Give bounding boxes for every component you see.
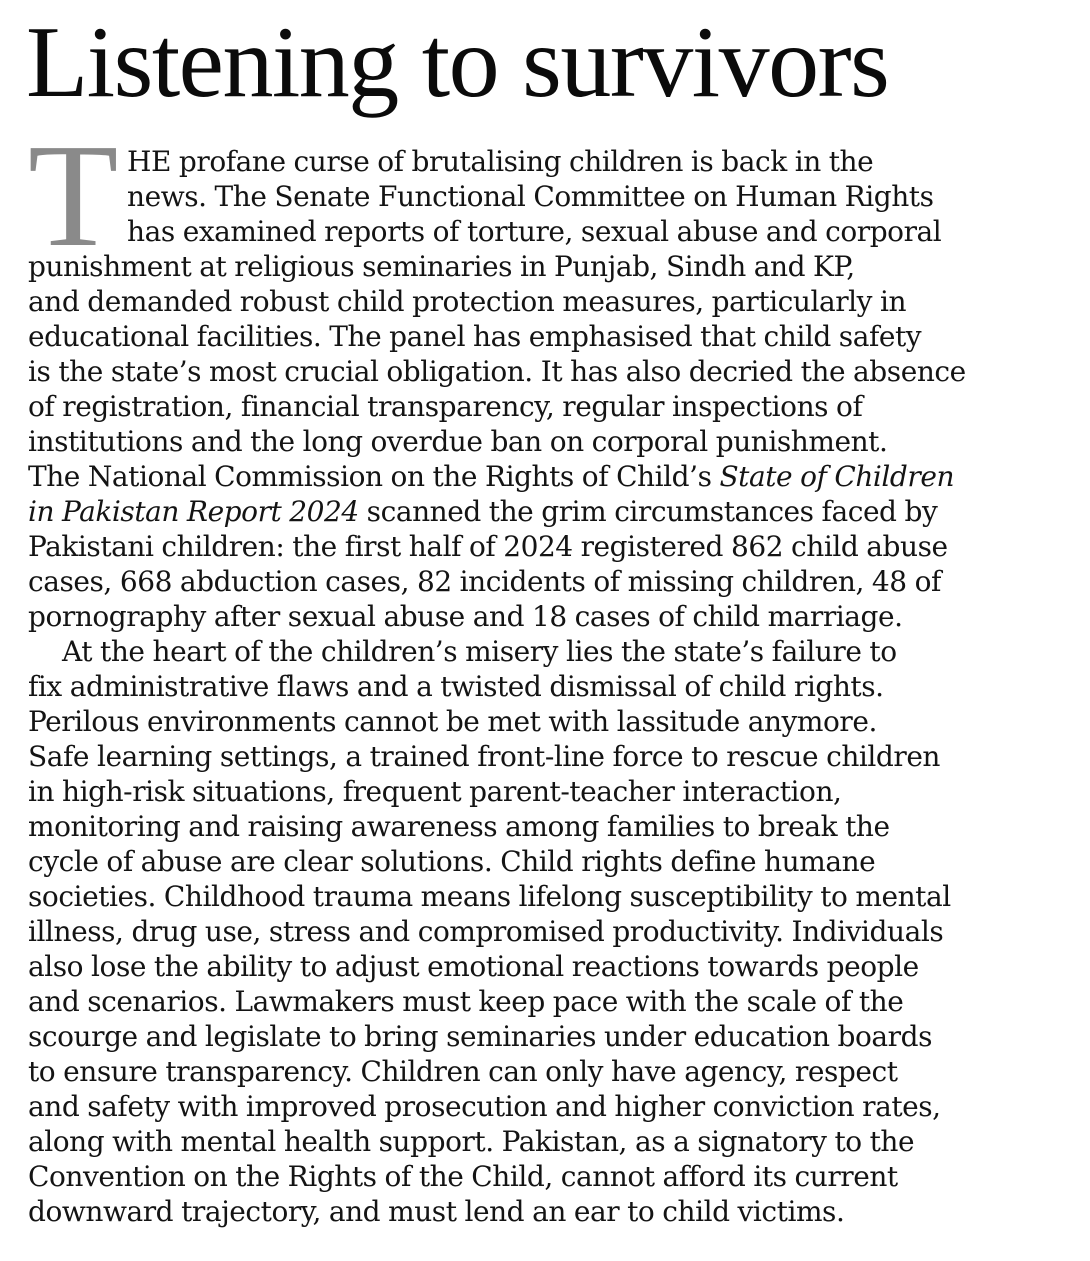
text-line: [28, 1159, 1080, 1194]
text-segment: downward trajectory, and must lend an ear to child victims.: [28, 1195, 845, 1228]
text-segment: has examined reports of torture, sexual abuse and corporal: [127, 215, 942, 248]
text-line: [28, 564, 1080, 599]
text-line: [28, 1019, 1080, 1054]
text-segment: At the heart of the children’s misery lies the state’s failure to: [62, 635, 897, 668]
text-segment: cycle of abuse are clear solutions. Child rights define humane: [28, 845, 876, 878]
article-body: [28, 144, 1080, 1229]
text-line: [28, 1089, 1080, 1124]
text-line: [28, 739, 1080, 774]
text-segment: news. The Senate Functional Committee on Human Rights: [127, 180, 934, 213]
text-line: [28, 949, 1080, 984]
text-segment: Safe learning settings, a trained front-line force to rescue children: [28, 740, 941, 773]
text-line: [28, 634, 1080, 669]
text-segment: is the state’s most crucial obligation. It has also decried the absence: [28, 355, 966, 388]
text-line: [28, 669, 1080, 704]
text-segment: also lose the ability to adjust emotional reactions towards people: [28, 950, 919, 983]
text-line: [127, 144, 1080, 179]
text-segment: and scenarios. Lawmakers must keep pace with the scale of the: [28, 985, 904, 1018]
text-line: [28, 844, 1080, 879]
text-segment: monitoring and raising awareness among families to break the: [28, 810, 890, 843]
text-line: [28, 389, 1080, 424]
text-segment: societies. Childhood trauma means lifelong susceptibility to mental: [28, 880, 951, 913]
text-segment: illness, drug use, stress and compromised productivity. Individuals: [28, 915, 944, 948]
text-segment: HE profane curse of brutalising children is back in the: [127, 145, 874, 178]
text-line: [28, 599, 1080, 634]
text-line: [127, 214, 1080, 249]
text-line: [28, 984, 1080, 1019]
text-line: [28, 459, 1080, 494]
text-line: [28, 1194, 1080, 1229]
text-line: [28, 249, 1080, 284]
text-line: [28, 879, 1080, 914]
text-line: [28, 529, 1080, 564]
article-paragraph: [28, 144, 1080, 634]
text-segment: Convention on the Rights of the Child, cannot afford its current: [28, 1160, 898, 1193]
text-line: [28, 704, 1080, 739]
text-line: [28, 494, 1080, 529]
italic-title-text: in Pakistan Report 2024: [28, 495, 359, 528]
text-segment: along with mental health support. Pakistan, as a signatory to the: [28, 1125, 915, 1158]
text-segment: pornography after sexual abuse and 18 cases of child marriage.: [28, 600, 903, 633]
text-segment: in high-risk situations, frequent parent-teacher interaction,: [28, 775, 842, 808]
italic-title-text: State of Children: [719, 460, 955, 493]
text-segment: cases, 668 abduction cases, 82 incidents of missing children, 48 of: [28, 565, 941, 598]
text-line: [28, 424, 1080, 459]
text-segment: educational facilities. The panel has emphasised that child safety: [28, 320, 922, 353]
text-segment: Pakistani children: the first half of 2024 registered 862 child abuse: [28, 530, 948, 563]
text-segment: fix administrative flaws and a twisted dismissal of child rights.: [28, 670, 884, 703]
text-line: [127, 179, 1080, 214]
text-line: [28, 1054, 1080, 1089]
headline: Listening to survivors: [26, 6, 889, 119]
text-segment: and demanded robust child protection measures, particularly in: [28, 285, 907, 318]
article-paragraph: [28, 634, 1080, 1229]
text-segment: Perilous environments cannot be met with lassitude anymore.: [28, 705, 877, 738]
text-segment: The National Commission on the Rights of Child’s: [28, 460, 720, 493]
text-line: [28, 1124, 1080, 1159]
text-segment: and safety with improved prosecution and higher conviction rates,: [28, 1090, 941, 1123]
text-segment: to ensure transparency. Children can only have agency, respect: [28, 1055, 898, 1088]
drop-cap: T: [28, 114, 119, 278]
text-segment: institutions and the long overdue ban on corporal punishment.: [28, 425, 888, 458]
text-segment: of registration, financial transparency, regular inspections of: [28, 390, 863, 423]
text-segment: scourge and legislate to bring seminaries under education boards: [28, 1020, 932, 1053]
text-line: [28, 774, 1080, 809]
text-line: [28, 319, 1080, 354]
text-line: [28, 914, 1080, 949]
text-segment: punishment at religious seminaries in Punjab, Sindh and KP,: [28, 250, 855, 283]
text-segment: scanned the grim circumstances faced by: [358, 495, 938, 528]
text-line: [28, 284, 1080, 319]
text-line: [28, 809, 1080, 844]
text-line: [28, 354, 1080, 389]
